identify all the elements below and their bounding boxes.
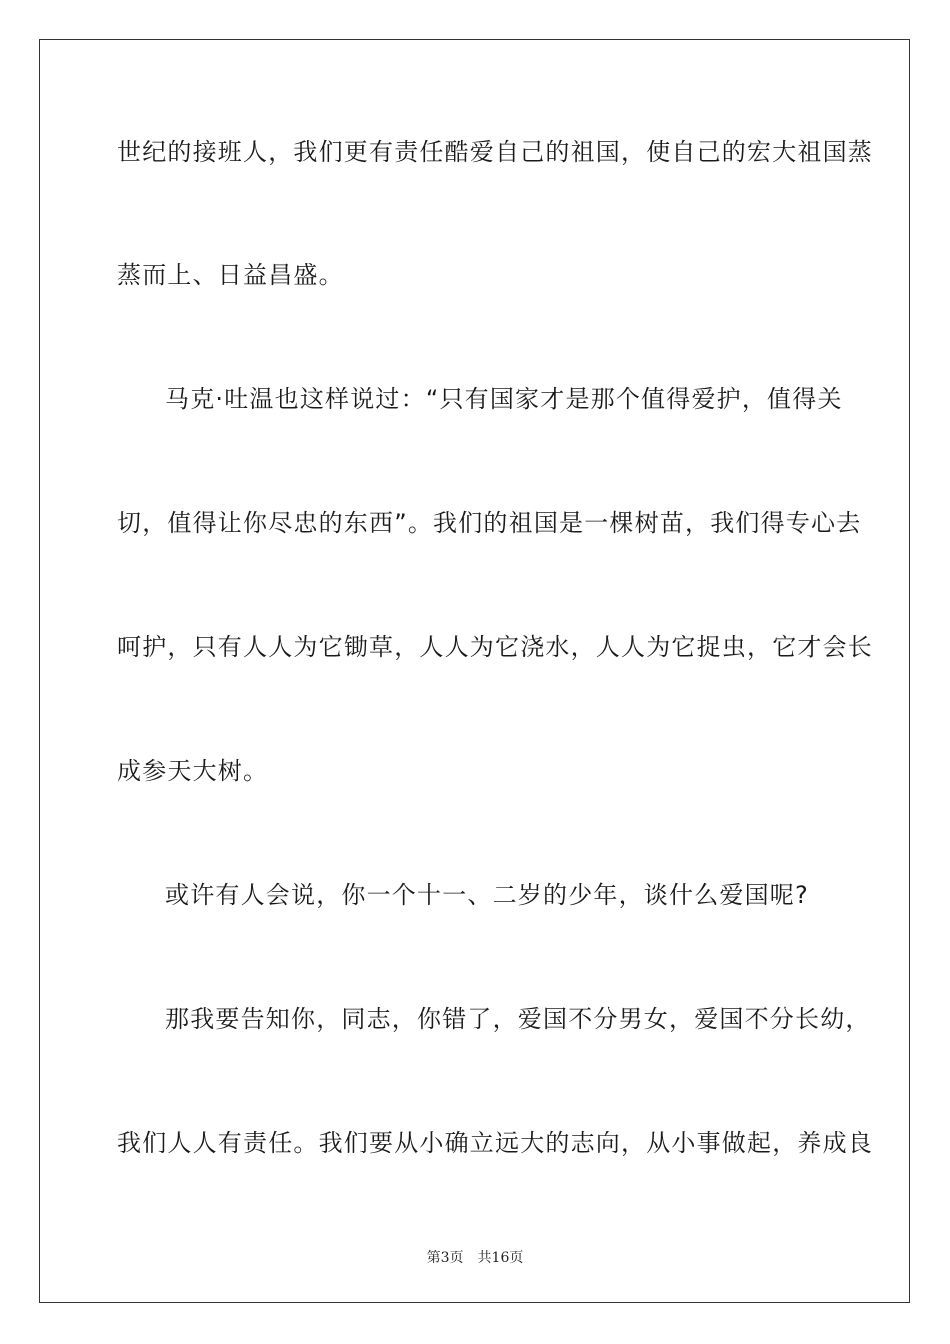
- text-line-6: 成参天大树。: [117, 757, 269, 785]
- page-number-current: 第3页: [426, 1250, 464, 1266]
- text-line-2: 蒸而上、日益昌盛。: [117, 261, 344, 289]
- text-line-1: 世纪的接班人，我们更有责任酷爱自己的祖国，使自己的宏大祖国蒸: [117, 138, 873, 166]
- text-line-5: 呵护，只有人人为它锄草，人人为它浇水，人人为它捉虫，它才会长: [117, 633, 873, 661]
- text-line-9: 我们人人有责任。我们要从小确立远大的志向，从小事做起，养成良: [117, 1129, 873, 1157]
- text-line-3: 马克·吐温也这样说过：“只有国家才是那个值得爱护，值得关: [165, 385, 843, 413]
- page-number-total: 共16页: [477, 1250, 524, 1266]
- page-footer: [0, 1247, 950, 1267]
- text-line-7: 或许有人会说，你一个十一、二岁的少年，谈什么爱国呢?: [165, 881, 809, 909]
- page-border: [39, 39, 910, 1303]
- text-line-4: 切，值得让你尽忠的东西”。我们的祖国是一棵树苗，我们得专心去: [117, 509, 862, 537]
- text-line-8: 那我要告知你，同志，你错了，爱国不分男女，爱国不分长幼，: [165, 1005, 871, 1033]
